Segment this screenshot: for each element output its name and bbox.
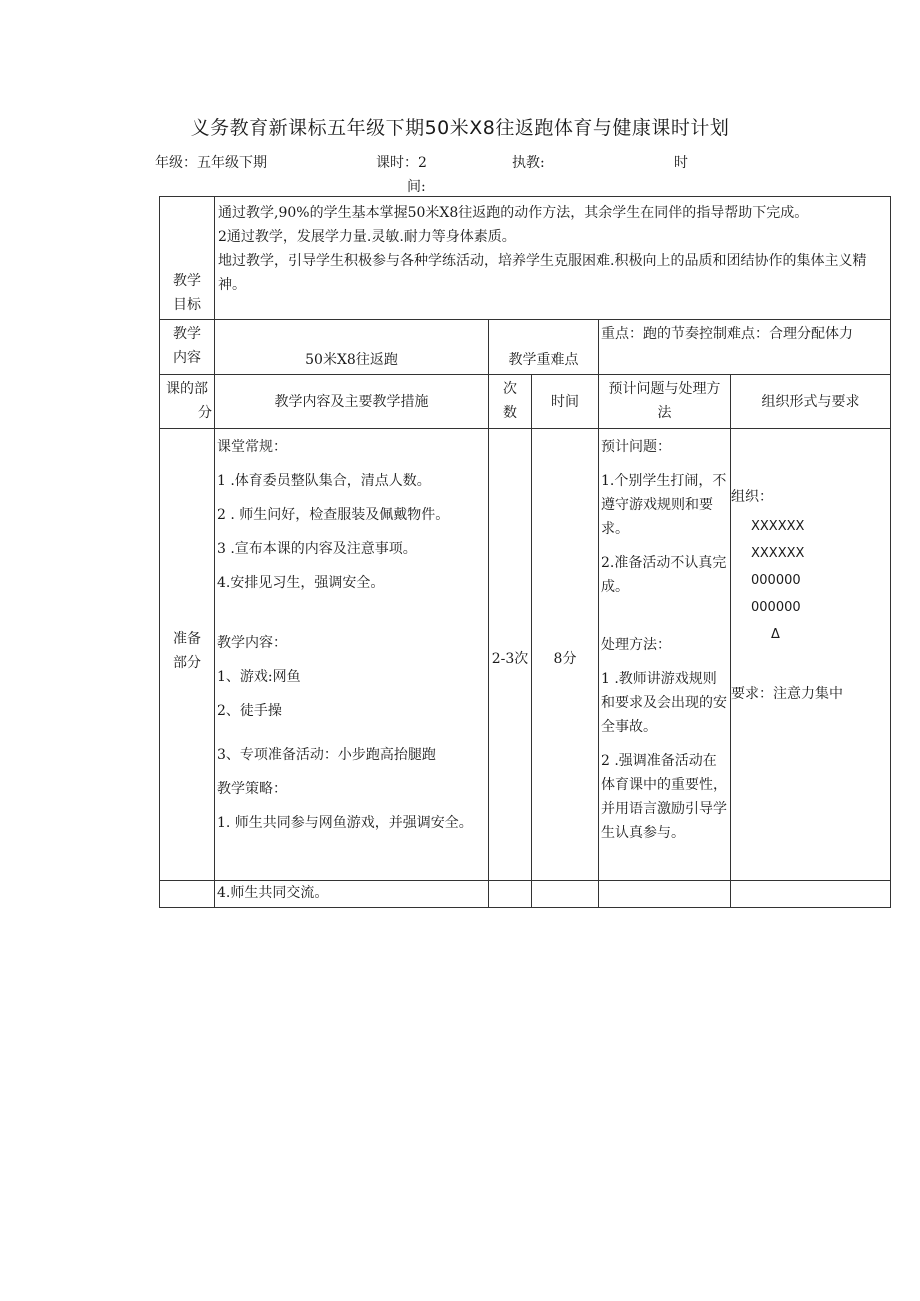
prep-org	[731, 429, 891, 881]
prep-time: 8分	[532, 429, 599, 881]
issue-item: 1.个别学生打闹，不遵守游戏规则和要求。	[601, 473, 727, 537]
objectives-row	[160, 197, 891, 320]
formation-row: XXXXXX	[751, 546, 805, 561]
content-value: 50米X8往返跑	[215, 320, 489, 375]
header-org: 组织形式与要求	[731, 375, 891, 429]
prep-measures	[215, 429, 489, 881]
prep-label: 准备 部分	[160, 429, 215, 881]
issues-title: 预计问题：	[601, 439, 671, 455]
special-prep: 3、专项准备活动：小步跑高抬腿跑	[217, 747, 436, 763]
teacher-marker: Δ	[771, 627, 780, 642]
routine-item: 4.安排见习生，强调安全。	[217, 575, 385, 591]
formation-row: 000000	[751, 600, 801, 615]
formation-row: 000000	[751, 573, 801, 588]
formation-row: XXXXXX	[751, 519, 805, 534]
time-label-2: 间:	[407, 179, 426, 195]
routine-title: 课堂常规：	[217, 439, 287, 455]
last-row	[160, 881, 891, 908]
teacher-label: 执教:	[512, 155, 545, 171]
issue-item: 2.准备活动不认真完成。	[601, 555, 727, 595]
handling-item: 2 .强调准备活动在体育课中的重要性，并用语言激励引导学生认真参与。	[601, 753, 727, 841]
grade-label: 年级：五年级下期	[155, 155, 267, 171]
org-title: 组织：	[731, 489, 773, 505]
routine-item: 1 .体育委员整队集合，清点人数。	[217, 473, 431, 489]
last-row-time	[532, 881, 599, 908]
last-row-org	[731, 881, 891, 908]
prep-count: 2-3次	[489, 429, 532, 881]
objective-item: 通过教学,90%的学生基本掌握50米X8往返跑的动作方法，其余学生在同伴的指导帮助下完成。	[218, 205, 809, 221]
time-label-1: 时	[674, 155, 688, 171]
handling-title: 处理方法：	[601, 637, 671, 653]
lesson-label: 课时：2	[376, 155, 427, 171]
page-title: 义务教育新课标五年级下期50米X8往返跑体育与健康课时计划	[190, 117, 730, 139]
header-row	[160, 375, 891, 429]
content-item: 1、游戏:网鱼	[217, 669, 301, 685]
content-title: 教学内容：	[217, 635, 287, 651]
content-item: 2、徒手操	[217, 703, 282, 719]
strategy-title: 教学策略：	[217, 781, 287, 797]
prep-row	[160, 429, 891, 881]
objective-item: 地过教学，引导学生积极参与各种学练活动，培养学生克服困难.积极向上的品质和团结协作的集体主义精神。	[218, 253, 867, 293]
header-part: 课的部 分	[160, 375, 215, 429]
routine-item: 2 . 师生问好，检查服装及佩戴物件。	[217, 507, 450, 523]
objectives-label: 教学 目标	[160, 197, 215, 320]
lesson-plan-table	[159, 196, 891, 908]
last-row-measures: 4.师生共同交流。	[215, 881, 489, 908]
header-issues: 预计问题与处理方 法	[599, 375, 731, 429]
header-time: 时间	[532, 375, 599, 429]
difficulty-value: 重点：跑的节奏控制难点：合理分配体力	[599, 320, 891, 375]
content-label: 教学 内容	[160, 320, 215, 375]
last-row-count	[489, 881, 532, 908]
strategy-item: 1. 师生共同参与网鱼游戏，并强调安全。	[217, 815, 473, 831]
objectives-text	[215, 197, 891, 320]
content-row	[160, 320, 891, 375]
header-measures: 教学内容及主要教学措施	[215, 375, 489, 429]
prep-issues	[599, 429, 731, 881]
requirement: 要求：注意力集中	[731, 686, 843, 702]
handling-item: 1 .教师讲游戏规则和要求及会出现的安全事故。	[601, 671, 727, 735]
difficulty-label: 教学重难点	[489, 320, 599, 375]
header-count: 次 数	[489, 375, 532, 429]
last-row-issues	[599, 881, 731, 908]
objective-item: 2通过教学，发展学力量.灵敏.耐力等身体素质。	[218, 229, 516, 245]
last-row-part	[160, 881, 215, 908]
routine-item: 3 .宣布本课的内容及注意事项。	[217, 541, 417, 557]
